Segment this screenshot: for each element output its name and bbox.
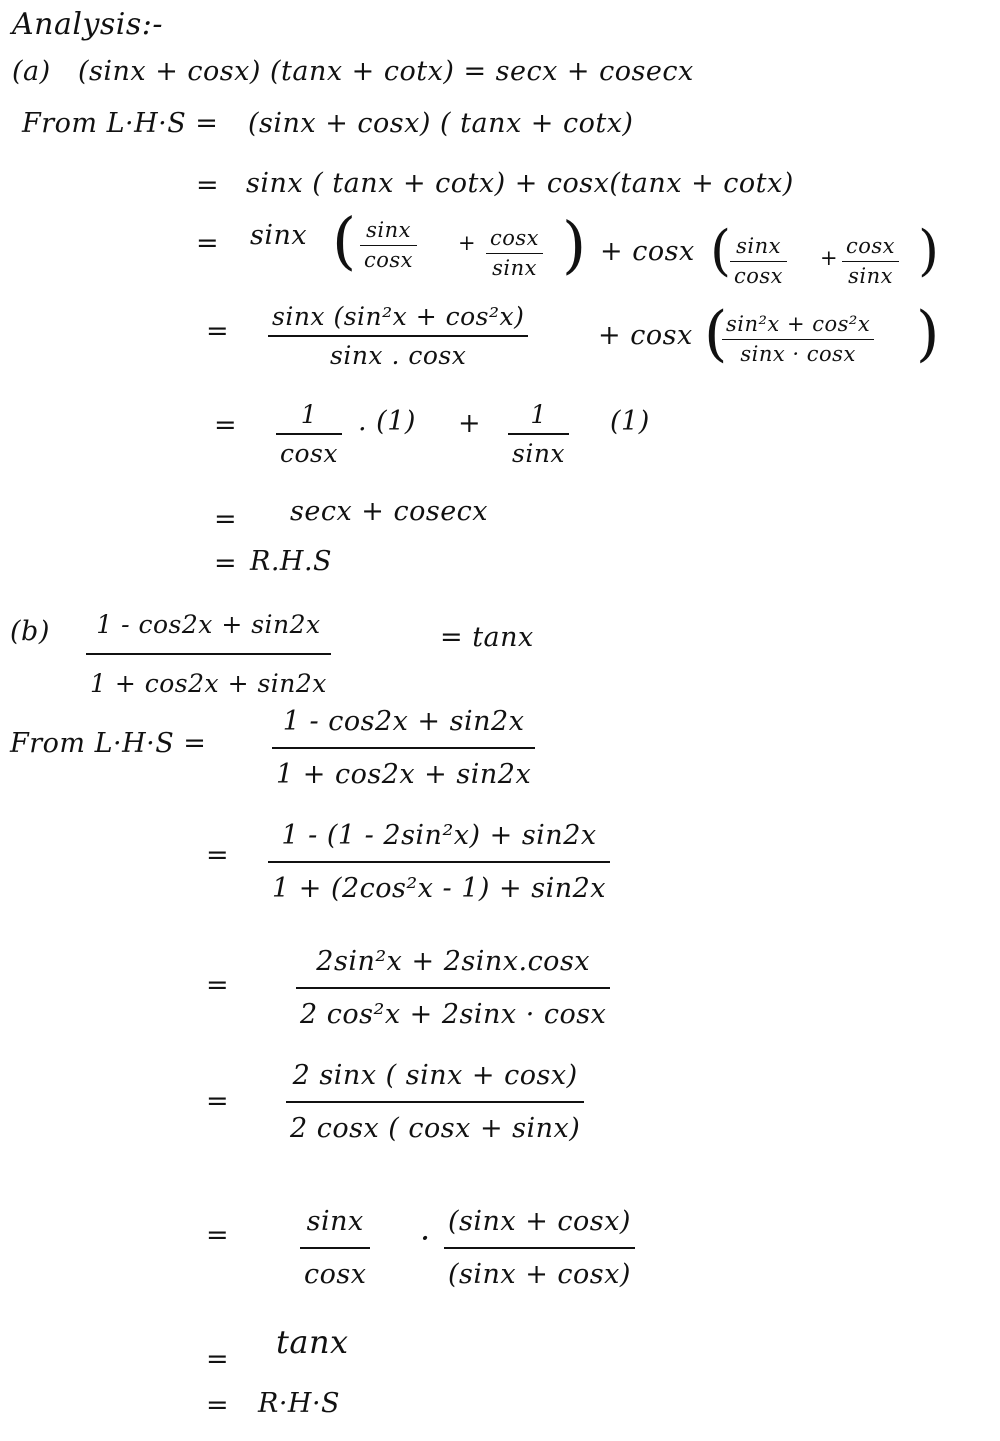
part-a-label: (a) bbox=[12, 56, 51, 87]
part-a-line5-term1: . (1) bbox=[358, 406, 416, 437]
plus-sign: + bbox=[458, 231, 477, 255]
fraction-denominator: (sinx + cosx) bbox=[448, 1259, 631, 1290]
fraction-1-over-sinx bbox=[508, 402, 569, 466]
part-a-equals-5: = bbox=[214, 504, 238, 535]
part-a-line6: secx + cosecx bbox=[290, 496, 489, 527]
fraction-denominator: sinx · cosx bbox=[740, 342, 856, 366]
fraction-numerator: 1 - cos2x + sin2x bbox=[282, 706, 525, 737]
open-paren: ( bbox=[710, 219, 732, 282]
fraction-denominator: 1 + cos2x + sin2x bbox=[90, 669, 327, 698]
part-b-step5-fraction-2 bbox=[444, 1208, 635, 1288]
fraction-bar bbox=[730, 261, 787, 262]
fraction-numerator: sinx bbox=[736, 234, 781, 258]
plus-sign: + bbox=[820, 246, 839, 270]
fraction-bar bbox=[444, 1247, 635, 1249]
fraction-numerator: sin²x + cos²x bbox=[726, 312, 871, 336]
fraction-denominator: 1 + (2cos²x - 1) + sin2x bbox=[272, 873, 607, 904]
fraction-numerator: cosx bbox=[846, 234, 896, 258]
close-paren: ) bbox=[918, 219, 940, 282]
part-b-step1-fraction bbox=[272, 708, 535, 788]
fraction-bar bbox=[276, 433, 342, 435]
part-b-statement-rhs: = tanx bbox=[440, 622, 534, 653]
fraction-numerator: sinx (sin²x + cos²x) bbox=[272, 302, 525, 331]
part-b-from-lhs-label: From L·H·S = bbox=[10, 728, 207, 759]
part-a-line3-lead: sinx bbox=[250, 220, 308, 251]
fraction-denominator: cosx bbox=[280, 439, 338, 468]
close-paren: ) bbox=[562, 208, 587, 281]
part-b-step3-fraction bbox=[296, 948, 610, 1028]
fraction-numerator: 1 bbox=[300, 400, 318, 429]
open-paren: ( bbox=[704, 299, 728, 369]
part-b-label: (b) bbox=[10, 616, 50, 647]
fraction-bar bbox=[508, 433, 569, 435]
plus-sign: + bbox=[458, 408, 482, 439]
fraction-sinx-over-cosx bbox=[730, 236, 787, 287]
fraction-denominator: 2 cosx ( cosx + sinx) bbox=[290, 1113, 581, 1144]
fraction-denominator: sinx bbox=[512, 439, 566, 468]
part-a-statement: (sinx + cosx) (tanx + cotx) = secx + cosecx bbox=[78, 56, 694, 87]
part-a-line3-mid: + cosx bbox=[600, 236, 695, 267]
fraction-bar bbox=[268, 861, 610, 863]
fraction-bar bbox=[360, 245, 417, 246]
fraction-cosx-over-sinx bbox=[486, 228, 543, 279]
fraction-denominator: 2 cos²x + 2sinx · cosx bbox=[300, 999, 607, 1030]
part-b-rhs: R·H·S bbox=[258, 1388, 341, 1419]
part-a-equals-4: = bbox=[214, 410, 238, 441]
part-b-result: tanx bbox=[276, 1323, 349, 1361]
part-a-equals-3: = bbox=[206, 316, 230, 347]
fraction-numerator: 2 sinx ( sinx + cosx) bbox=[292, 1060, 578, 1091]
fraction-bar bbox=[268, 335, 528, 337]
fraction-numerator: (sinx + cosx) bbox=[448, 1206, 631, 1237]
fraction-numerator: cosx bbox=[490, 226, 540, 250]
fraction-bar bbox=[300, 1247, 370, 1249]
fraction-numerator: sinx bbox=[366, 218, 411, 242]
fraction-denominator: 1 + cos2x + sin2x bbox=[276, 759, 532, 790]
part-a-line1: (sinx + cosx) ( tanx + cotx) bbox=[248, 108, 634, 139]
part-b-equals-1: = bbox=[206, 840, 230, 871]
fraction-line4-second bbox=[722, 314, 874, 365]
part-b-equals-3: = bbox=[206, 1086, 230, 1117]
fraction-numerator: 1 - (1 - 2sin²x) + sin2x bbox=[281, 820, 597, 851]
fraction-bar bbox=[296, 987, 610, 989]
part-a-from-lhs-label: From L·H·S = bbox=[22, 108, 219, 139]
part-b-equals-4: = bbox=[206, 1220, 230, 1251]
part-a-equals-6: = bbox=[214, 548, 238, 579]
fraction-bar bbox=[842, 261, 899, 262]
fraction-numerator: 2sin²x + 2sinx.cosx bbox=[316, 946, 591, 977]
fraction-numerator: 1 - cos2x + sin2x bbox=[96, 610, 321, 639]
fraction-line4-first bbox=[268, 304, 528, 368]
fraction-denominator: cosx bbox=[734, 264, 784, 288]
multiply-dot: · bbox=[420, 1219, 431, 1257]
fraction-bar bbox=[272, 747, 535, 749]
fraction-bar bbox=[486, 253, 543, 254]
analysis-heading: Analysis:- bbox=[12, 7, 164, 42]
part-b-step5-fraction-1 bbox=[300, 1208, 370, 1288]
part-a-line4-mid: + cosx bbox=[598, 320, 693, 351]
open-paren: ( bbox=[332, 204, 357, 277]
part-a-line2: sinx ( tanx + cotx) + cosx(tanx + cotx) bbox=[246, 168, 794, 199]
fraction-sinx-over-cosx bbox=[360, 220, 417, 271]
fraction-bar bbox=[722, 339, 874, 340]
part-a-equals-1: = bbox=[196, 170, 220, 201]
part-a-equals-2: = bbox=[196, 228, 220, 259]
fraction-numerator: 1 bbox=[530, 400, 547, 429]
part-b-equals-6: = bbox=[206, 1390, 230, 1421]
part-b-step2-fraction bbox=[268, 822, 610, 902]
fraction-bar bbox=[86, 653, 331, 655]
close-paren: ) bbox=[916, 299, 940, 369]
part-b-step4-fraction bbox=[286, 1062, 584, 1142]
part-b-statement-fraction bbox=[86, 612, 331, 696]
fraction-denominator: cosx bbox=[364, 248, 414, 272]
fraction-1-over-cosx bbox=[276, 402, 342, 466]
part-a-rhs: R.H.S bbox=[250, 546, 333, 577]
fraction-cosx-over-sinx bbox=[842, 236, 899, 287]
fraction-denominator: sinx bbox=[492, 256, 537, 280]
part-b-equals-5: = bbox=[206, 1344, 230, 1375]
part-b-equals-2: = bbox=[206, 970, 230, 1001]
fraction-denominator: sinx bbox=[848, 264, 893, 288]
part-a-line5-term2: (1) bbox=[610, 406, 650, 437]
fraction-denominator: sinx . cosx bbox=[330, 341, 467, 370]
fraction-bar bbox=[286, 1101, 584, 1103]
fraction-denominator: cosx bbox=[304, 1259, 367, 1290]
fraction-numerator: sinx bbox=[306, 1206, 364, 1237]
